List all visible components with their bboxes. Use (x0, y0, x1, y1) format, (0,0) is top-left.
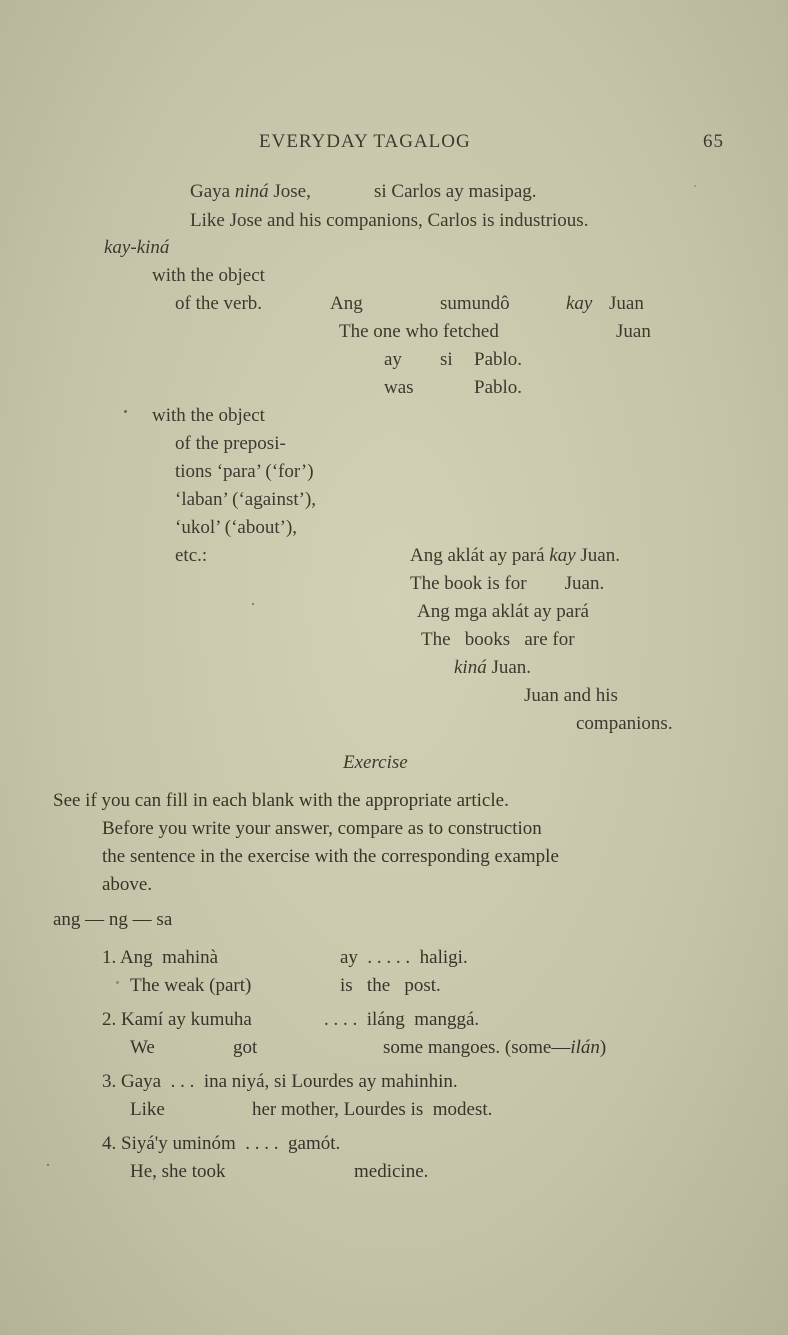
exercise-item-1-english-a: The weak (part) (130, 975, 252, 996)
exercise-item-4-tagalog: 4. Siyá'y uminóm . . . . gamót. (102, 1133, 341, 1154)
prep-line-1: with the object (152, 405, 265, 426)
prep-line-4: ‘laban’ (‘against’), (175, 489, 317, 510)
exercise-instruction-3: the sentence in the exercise with the corresponding example (102, 846, 559, 867)
ex2-line-3: Ang mga aklát ay pará (417, 601, 589, 622)
ex2-line-4: The books are for (421, 629, 575, 650)
ex1-sumundo: sumundô (440, 293, 510, 314)
prep-line-3: tions ‘para’ (‘for’) (175, 461, 314, 482)
prep-line-5: ‘ukol’ (‘about’), (175, 517, 298, 538)
intro-line-2: Like Jose and his companions, Carlos is industrious. (190, 210, 589, 231)
exercise-item-4-english-b: medicine. (354, 1161, 429, 1182)
kaykina-label: kay-kiná (104, 237, 170, 258)
prep-line-6: etc.: (175, 545, 208, 566)
running-title: EVERYDAY TAGALOG (259, 131, 471, 152)
exercise-item-2-english-c: some mangoes. (some—ilán) (383, 1037, 607, 1058)
paper-speck (116, 981, 119, 984)
ex1-pablo-translation: Pablo. (474, 377, 523, 398)
exercise-item-1-tagalog-b: ay . . . . . haligi. (340, 947, 468, 968)
ex2-line-2: The book is for Juan. (410, 573, 605, 594)
exercise-title: Exercise (343, 752, 408, 773)
exercise-instruction-4: above. (102, 874, 153, 895)
exercise-item-4-english-a: He, she took (130, 1161, 226, 1182)
ex1-pablo: Pablo. (474, 349, 523, 370)
exercise-instruction-1: See if you can fill in each blank with the appropriate article. (53, 790, 509, 811)
paper-speck (694, 185, 696, 187)
intro-line-1-b: si Carlos ay masipag. (374, 181, 537, 202)
exercise-item-2-english-a: We (130, 1037, 155, 1058)
ex1-si: si (440, 349, 453, 370)
exercise-item-2-tagalog-b: . . . . iláng manggá. (324, 1009, 480, 1030)
ex2-line-5: kiná Juan. (454, 657, 532, 678)
obj-verb-line-2: of the verb. (175, 293, 263, 314)
exercise-item-3-english-b: her mother, Lourdes is modest. (252, 1099, 493, 1120)
article-choices: ang — ng — sa (53, 909, 173, 930)
ex2-line-1: Ang aklát ay pará kay Juan. (410, 545, 620, 566)
intro-line-1-a: Gaya niná Jose, (190, 181, 311, 202)
exercise-instruction-2: Before you write your answer, compare as to construction (102, 818, 542, 839)
ex2-line-6: Juan and his (524, 685, 618, 706)
ex1-kay: kay (566, 293, 593, 314)
ex1-was: was (384, 377, 414, 398)
exercise-item-1-tagalog-a: 1. Ang mahinà (102, 947, 219, 968)
paper-speck (124, 410, 127, 413)
ex1-ang: Ang (330, 293, 363, 314)
ex1-ay: ay (384, 349, 402, 370)
prep-line-2: of the preposi- (175, 433, 286, 454)
page-number: 65 (703, 131, 724, 152)
paper-speck (47, 1164, 49, 1166)
exercise-item-2-english-b: got (233, 1037, 258, 1058)
exercise-item-2-tagalog-a: 2. Kamí ay kumuha (102, 1009, 252, 1030)
exercise-item-3-english-a: Like (130, 1099, 165, 1120)
obj-verb-line-1: with the object (152, 265, 265, 286)
exercise-item-3-tagalog: 3. Gaya . . . ina niyá, si Lourdes ay mahinhin. (102, 1071, 458, 1092)
paper-speck (252, 603, 254, 605)
ex1-translation-b: Juan (616, 321, 651, 342)
exercise-item-1-english-b: is the post. (340, 975, 441, 996)
ex1-juan: Juan (609, 293, 644, 314)
ex2-line-7: companions. (576, 713, 673, 734)
ex1-translation-a: The one who fetched (339, 321, 499, 342)
